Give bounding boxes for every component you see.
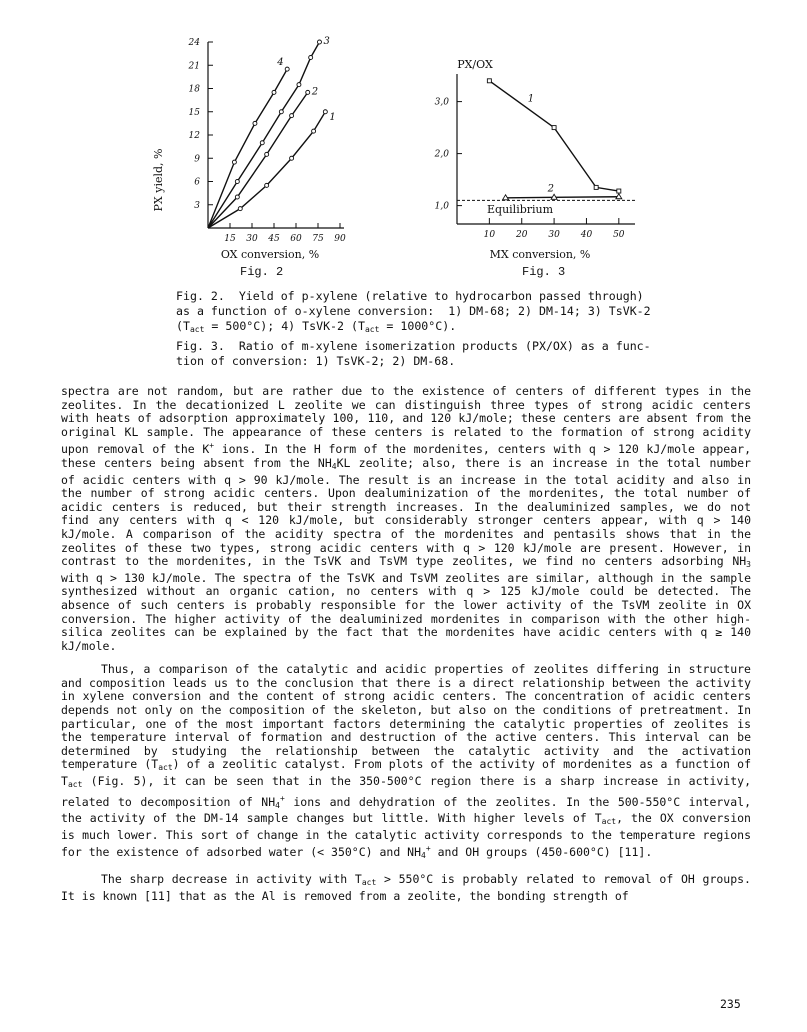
- figure-3-y-tick-label: 2,0: [434, 149, 449, 160]
- figure-3-y-ticks: [434, 98, 462, 212]
- figure-2-chart: [150, 30, 370, 275]
- figure-3-curve-label-1: 1: [527, 93, 535, 105]
- figure-3-axes: [457, 74, 635, 224]
- figure-2-x-ticks: [224, 223, 346, 244]
- paragraph-2: Thus, a comparison of the catalytic and acidic properties of zeolites differing in structure and composition leads us to the conclusion that there is a direct relationship between the activity in xylene conversion and the content of strong acidic centers. The concentration of acidic centers depends not only on the composition of the skeleton, but also on the conditions of pretreatment. In particular, one of the most important factors determining the catalytic properties of zeolites is the temperature interval of formation and destruction of the active centers. This interval can be determined by studying the relationship between the catalytic activity and the activation temperature $(T_{act})$ of a zeolitic catalyst. From plots of the activity of mordenites as a function of $T_{act}$ (Fig. 5), it can be seen that in the 350-500°C region there is a sharp increase in activity, related to decomposition of $NH_4^+$ ions and dehydration of the zeolites. In the 500-550°C interval, the activity of the DM-14 sample changes but little. With higher levels of $T_{act}$, the OX conversion is much lower. This sort of change in the catalytic activity corresponds to the temperature regions for the existence of adsorbed water (< 350°C) and $NH_4^+$ and OH groups (450-600°C) [11].: [61, 662, 751, 861]
- figure-2-y-axis-label: PX yield, %: [152, 148, 165, 212]
- figure-3-x-tick-label: 40: [580, 230, 593, 240]
- figure-2-series-4-point: [232, 160, 236, 164]
- figure-2-caption: Fig. 2. Yield of p-xylene (relative to hydrocarbon passed through) as a function of o-xylene conversion: 1) DM-68; 2) DM-14; 3) TsVK-2 $(T_{act} = 500^\circ C)$; 4) TsVK-2 $(T_{act} = 1000^\circ C)$.: [176, 289, 651, 334]
- body-text: [61, 385, 751, 903]
- figure-2-x-tick-label: 15: [224, 234, 236, 244]
- figure-3-x-tick-label: 30: [548, 230, 560, 240]
- figure-2-series-1-point: [265, 183, 269, 187]
- figure-3-y-axis-label: PX/OX: [457, 58, 493, 71]
- figure-3-caption: Fig. 3. Ratio of m-xylene isomerization products (PX/OX) as a func- tion of conversion: 1) TsVK-2; 2) DM-68.: [176, 339, 651, 368]
- figure-2-series-1-line: [208, 112, 325, 228]
- figure-2-series-2-point: [306, 90, 310, 94]
- figure-3-x-tick-label: 20: [516, 230, 528, 240]
- figure-2-series-2-point: [265, 152, 269, 156]
- figure-3-series-1-point: [487, 79, 491, 83]
- figure-2-curve-label-1: 1: [329, 111, 336, 123]
- figure-3-x-tick-label: 50: [613, 230, 625, 240]
- figure-2-series-3-point: [297, 83, 301, 87]
- figure-3-x-ticks: [484, 218, 625, 240]
- figure-2-curve-label-2: 2: [311, 86, 319, 98]
- figure-2-curve-label-4: 4: [277, 57, 284, 69]
- figure-2-y-tick-label: 18: [188, 84, 200, 95]
- figure-2-x-tick-label: 30: [246, 234, 258, 244]
- paragraph-1: spectra are not random, but are rather due to the existence of centers of different types in the zeolites. In the decationized L zeolite we can distinguish three types of strong acidic centers with heats of adsorption approximately 100, 110, and 120 kJ/mole; these centers are absent from the original KL sample. The appearance of these centers is related to the formation of strong acidity upon removal of the K+ ions. In the H form of the mordenites, centers with q > 120 kJ/mole appear, these centers being absent from the $NH_4KL$ zeolite; also, there is an increase in the total number of acidic centers with q > 90 kJ/mole. The result is an increase in the total acidity and also in the number of strong acidic centers. Upon dealuminization of the mordenites, the total number of acidic centers is reduced, but their strength increases. In the dealuminized samples, we do not find any centers with q < 120 kJ/mole, but considerably stronger centers appear, with q > 140 kJ/mole. A comparison of the acidity spectra of the mordenites and pentasils shows that in the zeolites of these two types, strong acidic centers with q > 120 kJ/mole are present. However, in contrast to the mordenites, in the TsVK and TsVM type zeolites, we find no centers adsorbing $NH_3$ with q > 130 kJ/mole. The spectra of the TsVK and TsVM zeolites are similar, although in the sample synthesized without an organic cation, no centers with q > 125 kJ/mole could be detected. The absence of such centers is probably responsible for the lower activity of the TsVM zeolite in OX conversion. The higher activity of the dealuminized mordenites in comparison with the other high-silica zeolites can be explained by the fact that the mordenites have acidic centers with q ≥ 140 kJ/mole.: [61, 384, 751, 653]
- figure-2-series-3-point: [309, 56, 313, 60]
- figure-2-y-tick-label: 15: [188, 107, 200, 118]
- figure-3-y-tick-label: 1,0: [434, 201, 449, 212]
- figure-3-label: Fig. 3: [522, 265, 566, 279]
- figure-2-series-4-point: [272, 90, 276, 94]
- figure-2-series-4-point: [285, 67, 289, 71]
- figure-3-x-tick-label: 10: [483, 230, 496, 240]
- figure-3-y-tick-label: 3,0: [434, 97, 449, 108]
- figure-3-chart: [405, 30, 645, 275]
- figure-2-x-axis-label: OX conversion, %: [220, 248, 320, 261]
- figure-2-series-1-point: [312, 129, 316, 133]
- figure-2-series-3-point: [260, 141, 264, 145]
- figure-2-x-tick-label: 90: [334, 234, 346, 244]
- figure-3-series-1-point: [594, 185, 598, 189]
- figure-2-axes: [208, 42, 344, 228]
- figure-2-series-4-point: [253, 121, 257, 125]
- figure-3-equilibrium-label: Equilibrium: [487, 203, 554, 216]
- figure-2-series-3-line: [208, 42, 319, 228]
- figure-2-curve-label-3: 3: [323, 36, 330, 47]
- figure-2-label: Fig. 2: [240, 265, 284, 279]
- figure-2-y-tick-label: 21: [188, 61, 200, 72]
- figure-2-series-1-point: [290, 156, 294, 160]
- figure-2-series-3-point: [279, 110, 283, 114]
- figure-2-series: [208, 36, 336, 228]
- figure-2-series-2-point: [290, 114, 294, 118]
- figure-2-x-tick-label: 75: [312, 234, 324, 244]
- figure-3-series-1-point: [617, 189, 621, 193]
- figure-2-y-ticks: [188, 38, 213, 211]
- figure-2-y-tick-label: 24: [188, 38, 200, 48]
- figure-2-series-3-point: [317, 40, 321, 44]
- figure-2-y-tick-label: 3: [194, 200, 200, 211]
- figure-2-x-tick-label: 45: [268, 234, 280, 244]
- figure-2-series-2-point: [235, 195, 239, 199]
- figure-2-series-1-point: [323, 110, 327, 114]
- paragraph-3: The sharp decrease in activity with $T_{act} > 550^\circ C$ is probably related to removal of OH groups. It is known [11] that as the Al is removed from a zeolite, the bonding strength of: [61, 872, 751, 903]
- figure-3-series: [487, 79, 621, 200]
- figure-3-curve-label-2: 2: [547, 183, 554, 195]
- figure-2-x-tick-label: 60: [290, 234, 302, 244]
- figure-3-series-2-line: [506, 197, 619, 198]
- figure-3-series-1-point: [552, 126, 556, 130]
- page-number: 235: [720, 997, 741, 1011]
- figure-3-series-1-line: [489, 81, 618, 191]
- figure-3-x-axis-label: MX conversion, %: [489, 248, 591, 261]
- figure-2-y-tick-label: 12: [188, 131, 200, 141]
- figure-2-series-3-point: [235, 180, 239, 184]
- figure-2-series-1-point: [238, 207, 242, 211]
- figure-2-y-tick-label: 9: [194, 154, 200, 165]
- figure-2-y-tick-label: 6: [194, 177, 200, 188]
